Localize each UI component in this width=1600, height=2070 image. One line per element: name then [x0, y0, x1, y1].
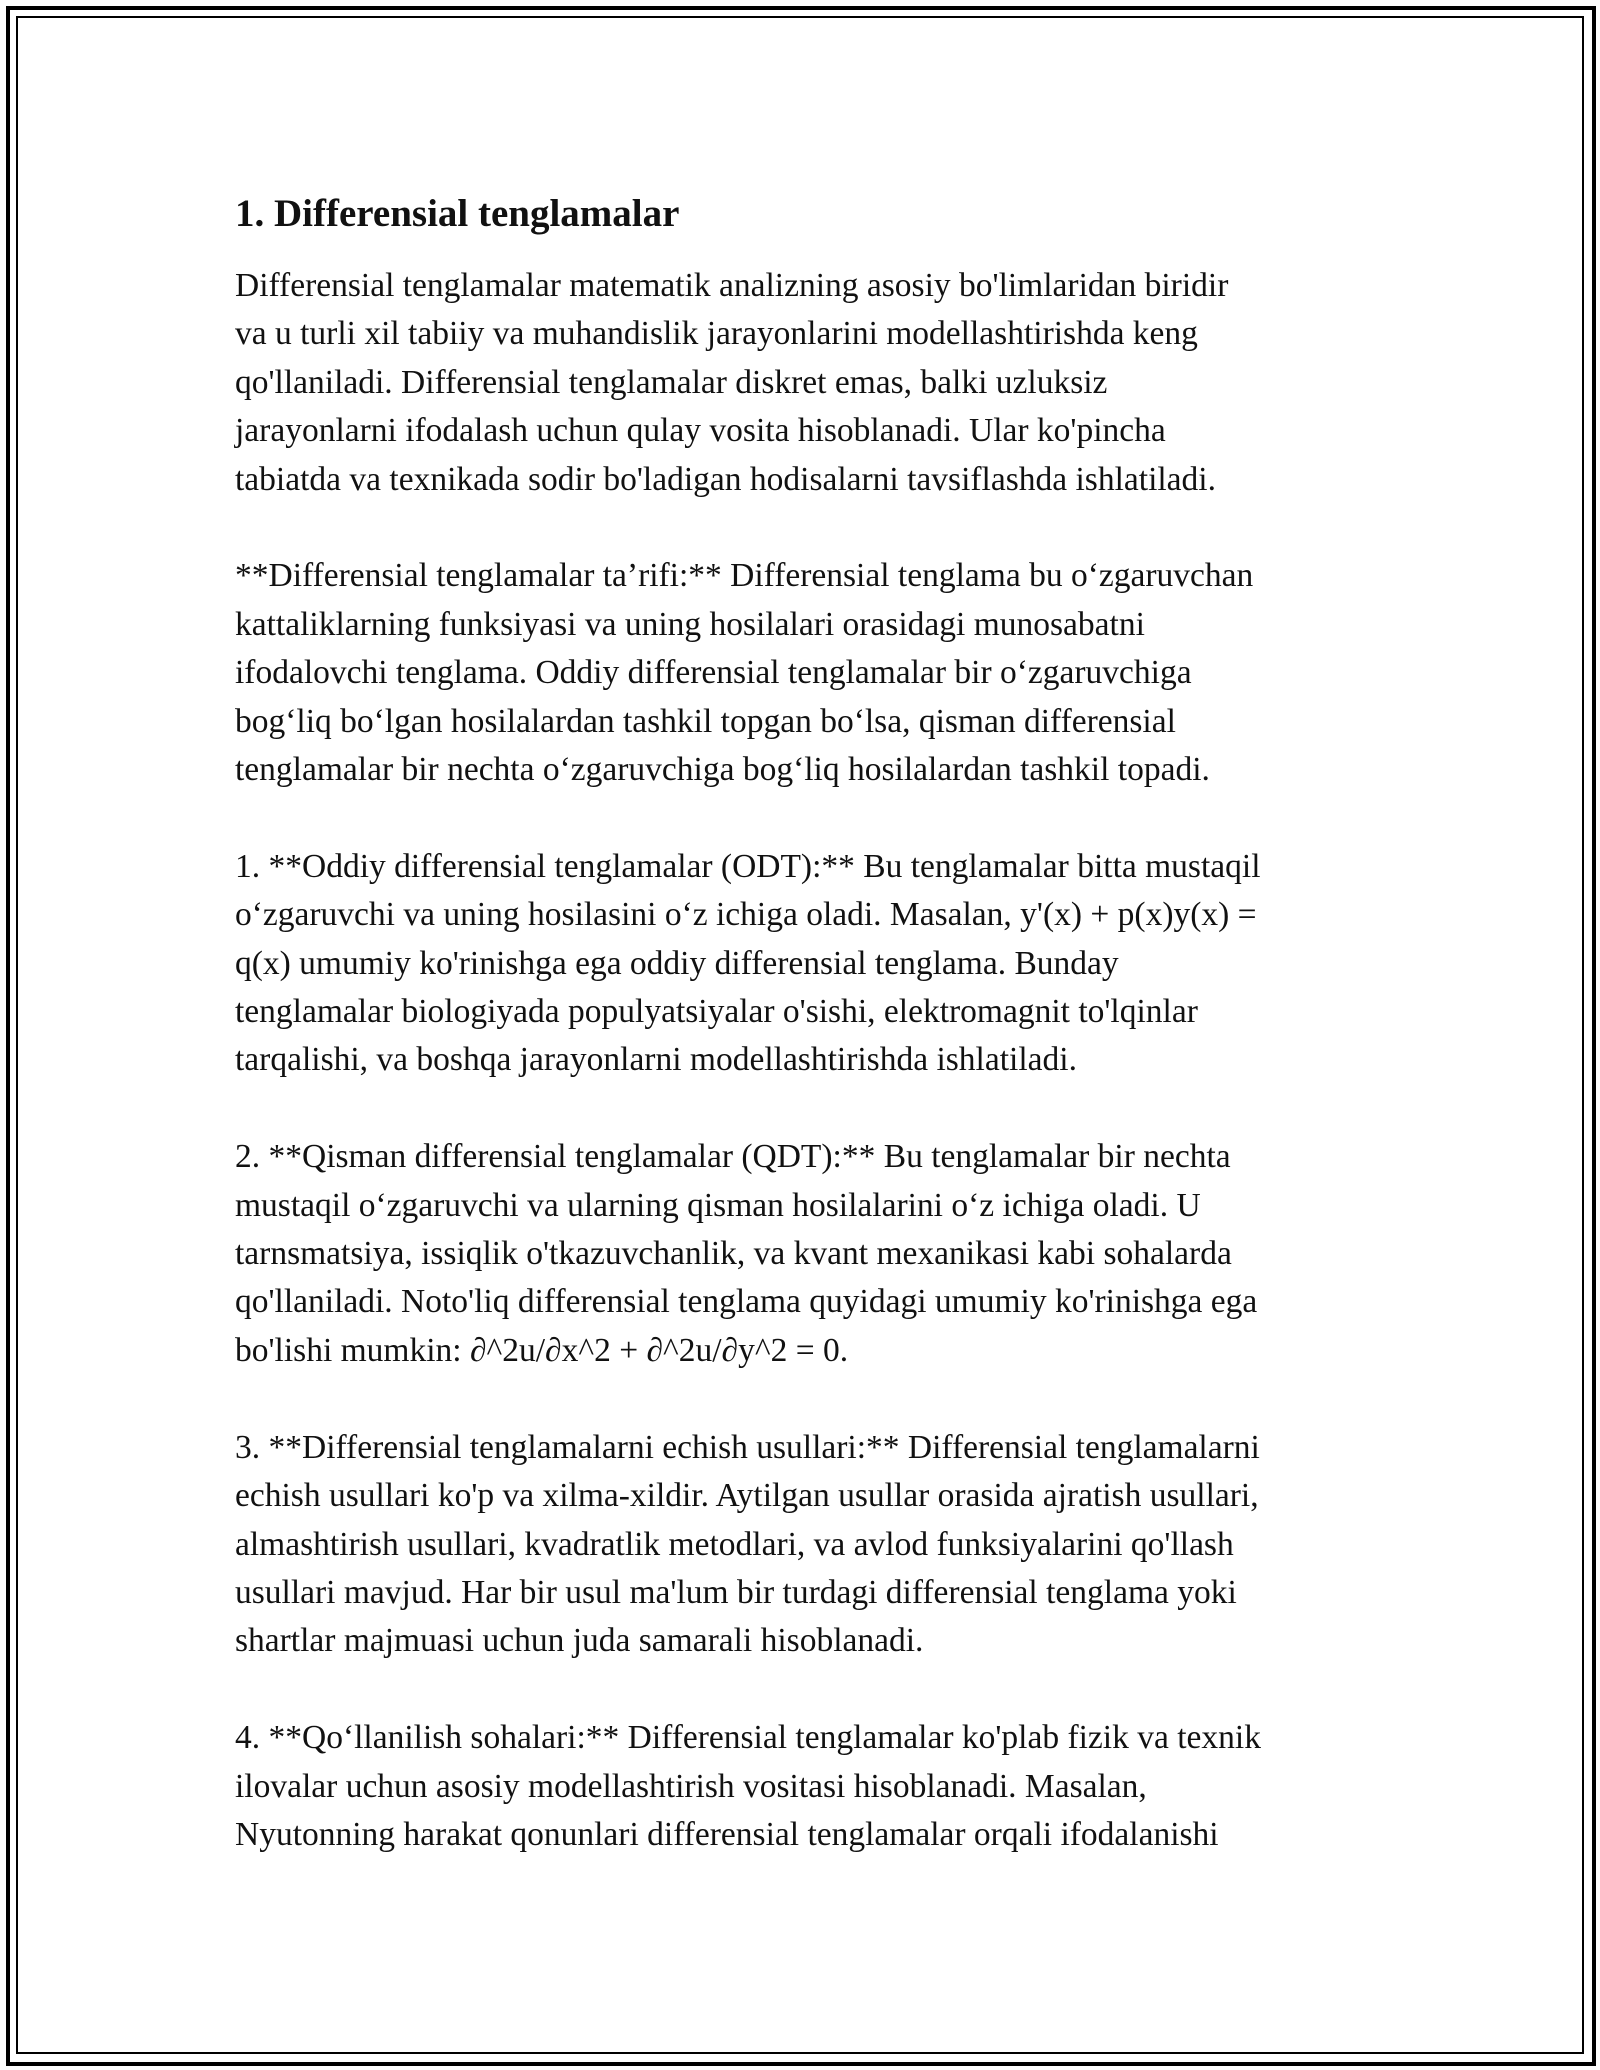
paragraph-solution-methods: [235, 1424, 1385, 1666]
text-line: bo'lishi mumkin: ∂^2u/∂x^2 + ∂^2u/∂y^2 = 0.: [235, 1331, 849, 1369]
text-line: bog‘liq bo‘lgan hosilalardan tashkil topgan bo‘lsa, qisman differensial: [235, 702, 1176, 740]
text-line: echish usullari ko'p va xilma-xildir. Aytilgan usullar orasida ajratish usullari,: [235, 1477, 1259, 1515]
text-line: tenglamalar biologiyada populyatsiyalar o'sishi, elektromagnit to'lqinlar: [235, 993, 1198, 1031]
text-line: ilovalar uchun asosiy modellashtirish vositasi hisoblanadi. Masalan,: [235, 1767, 1147, 1805]
text-line: tarqalishi, va boshqa jarayonlarni modellashtirishda ishlatiladi.: [235, 1041, 1077, 1079]
text-line: va u turli xil tabiiy va muhandislik jarayonlarini modellashtirishda keng: [235, 315, 1198, 353]
text-line: **Differensial tenglamalar ta’rifi:** Differensial tenglama bu o‘zgaruvchan: [235, 557, 1254, 595]
text-line: jarayonlarni ifodalash uchun qulay vosita hisoblanadi. Ular ko'pincha: [235, 412, 1166, 450]
section-heading: 1. Differensial tenglamalar: [235, 192, 680, 235]
text-line: 4. **Qo‘llanilish sohalari:** Differensial tenglamalar ko'plab fizik va texnik: [235, 1719, 1261, 1757]
text-line: tabiatda va texnikada sodir bo'ladigan hodisalarni tavsiflashda ishlatiladi.: [235, 460, 1216, 498]
text-line: q(x) umumiy ko'rinishga ega oddiy differensial tenglama. Bunday: [235, 944, 1119, 982]
paragraph-intro: [235, 262, 1385, 504]
paragraph-ode: [235, 843, 1385, 1085]
text-line: tenglamalar bir nechta o‘zgaruvchiga bog‘liq hosilalardan tashkil topadi.: [235, 751, 1210, 789]
paragraph-applications: [235, 1714, 1385, 1859]
text-line: almashtirish usullari, kvadratlik metodlari, va avlod funksiyalarini qo'llash: [235, 1525, 1234, 1563]
text-line: 3. **Differensial tenglamalarni echish usullari:** Differensial tenglamalarni: [235, 1428, 1260, 1466]
paragraph-pde: [235, 1133, 1385, 1375]
text-line: qo'llaniladi. Noto'liq differensial tenglama quyidagi umumiy ko'rinishga ega: [235, 1283, 1258, 1321]
text-line: qo'llaniladi. Differensial tenglamalar diskret emas, balki uzluksiz: [235, 363, 1108, 401]
text-line: mustaqil o‘zgaruvchi va ularning qisman hosilalarini o‘z ichiga oladi. U: [235, 1186, 1201, 1224]
text-line: o‘zgaruvchi va uning hosilasini o‘z ichiga oladi. Masalan, y'(x) + p(x)y(x) =: [235, 896, 1257, 934]
paragraph-definition: [235, 552, 1385, 794]
text-line: Nyutonning harakat qonunlari differensial tenglamalar orqali ifodalanishi: [235, 1815, 1219, 1853]
text-line: shartlar majmuasi uchun juda samarali hisoblanadi.: [235, 1622, 924, 1660]
text-line: kattaliklarning funksiyasi va uning hosilalari orasidagi munosabatni: [235, 605, 1145, 643]
text-line: 1. **Oddiy differensial tenglamalar (ODT):** Bu tenglamalar bitta mustaqil: [235, 847, 1261, 885]
text-line: tarnsmatsiya, issiqlik o'tkazuvchanlik, va kvant mexanikasi kabi sohalarda: [235, 1235, 1232, 1273]
text-line: 2. **Qisman differensial tenglamalar (QDT):** Bu tenglamalar bir nechta: [235, 1138, 1231, 1176]
text-line: Differensial tenglamalar matematik analizning asosiy bo'limlaridan biridir: [235, 267, 1229, 304]
text-line: ifodalovchi tenglama. Oddiy differensial tenglamalar bir o‘zgaruvchiga: [235, 654, 1192, 692]
document-body: [235, 186, 1385, 1908]
text-line: usullari mavjud. Har bir usul ma'lum bir turdagi differensial tenglama yoki: [235, 1573, 1237, 1611]
